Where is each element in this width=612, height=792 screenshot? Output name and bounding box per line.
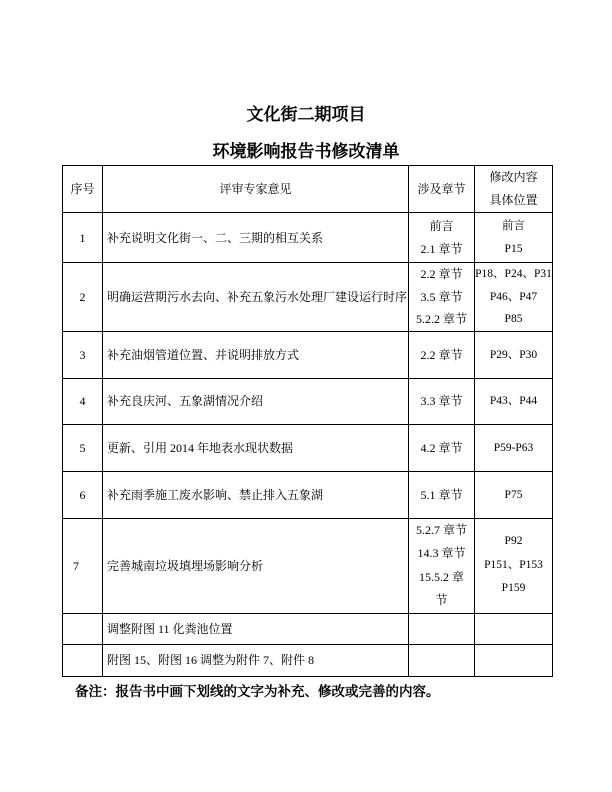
row-location bbox=[475, 644, 553, 676]
row-chapter: 5.1 章节 bbox=[409, 471, 475, 518]
revision-table bbox=[62, 165, 553, 677]
location-line: P18、P24、P31 bbox=[475, 268, 552, 280]
table-row bbox=[63, 613, 553, 644]
chapter-line: 15.5.2 章 bbox=[418, 569, 464, 584]
row-no: 1 bbox=[63, 213, 103, 263]
chapter-line: 5.2.2 章节 bbox=[415, 312, 467, 326]
table-row bbox=[63, 518, 553, 613]
row-chapter: 4.2 章节 bbox=[409, 424, 475, 471]
footnote: 备注：报告书中画下划线的文字为补充、修改或完善的内容。 bbox=[75, 684, 440, 700]
header-location-line: 修改内容 bbox=[489, 170, 538, 184]
row-location: P29、P30 bbox=[475, 331, 553, 378]
chapter-line: 2.2 章节 bbox=[420, 267, 463, 281]
row-location bbox=[475, 213, 553, 263]
row-opinion: 补充良庆河、五象湖情况介绍 bbox=[103, 378, 409, 424]
row-location: P75 bbox=[475, 471, 553, 518]
row-opinion: 调整附图 11 化粪池位置 bbox=[103, 613, 409, 644]
row-opinion: 附图 15、附图 16 调整为附件 7、附件 8 bbox=[103, 644, 409, 676]
row-opinion: 补充油烟管道位置、并说明排放方式 bbox=[103, 331, 409, 378]
table-row bbox=[63, 263, 553, 332]
row-location bbox=[475, 518, 553, 613]
row-opinion: 补充说明文化街一、二、三期的相互关系 bbox=[103, 213, 409, 263]
row-chapter bbox=[409, 518, 475, 613]
row-no bbox=[63, 644, 103, 676]
header-location-line: 具体位置 bbox=[489, 193, 538, 207]
chapter-line: 前言 bbox=[429, 218, 454, 233]
row-opinion: 完善城南垃圾填埋场影响分析 bbox=[103, 518, 409, 613]
location-line: P85 bbox=[504, 313, 523, 325]
row-opinion: 补充雨季施工废水影响、禁止排入五象湖 bbox=[103, 471, 409, 518]
table-row bbox=[63, 471, 553, 518]
header-opinion: 评审专家意见 bbox=[103, 166, 409, 213]
table-row bbox=[63, 213, 553, 263]
header-no: 序号 bbox=[63, 166, 103, 213]
table-row bbox=[63, 331, 553, 378]
location-line: P46、P47 bbox=[489, 290, 538, 303]
header-chapter: 涉及章节 bbox=[409, 166, 475, 213]
document-title: 文化街二期项目 bbox=[246, 105, 366, 125]
chapter-line: 2.1 章节 bbox=[420, 241, 463, 256]
row-chapter bbox=[409, 213, 475, 263]
row-no: 6 bbox=[63, 471, 103, 518]
row-location bbox=[475, 613, 553, 644]
row-opinion: 更新、引用 2014 年地表水现状数据 bbox=[103, 424, 409, 471]
row-chapter: 2.2 章节 bbox=[409, 331, 475, 378]
row-no: 5 bbox=[63, 424, 103, 471]
location-line: P15 bbox=[504, 242, 523, 255]
row-no bbox=[63, 613, 103, 644]
location-line: P92 bbox=[504, 535, 523, 548]
location-line: P151、P153 bbox=[484, 558, 543, 571]
row-location: P43、P44 bbox=[475, 378, 553, 424]
row-opinion: 明确运营期污水去向、补充五象污水处理厂建设运行时序 bbox=[103, 263, 409, 332]
chapter-line: 节 bbox=[435, 593, 448, 607]
location-line: 前言 bbox=[502, 219, 525, 232]
row-location bbox=[475, 263, 553, 332]
row-location: P59-P63 bbox=[475, 424, 553, 471]
document-subtitle: 环境影响报告书修改清单 bbox=[212, 142, 400, 162]
table-row bbox=[63, 644, 553, 676]
row-no: 3 bbox=[63, 331, 103, 378]
table-row bbox=[63, 424, 553, 471]
chapter-line: 3.5 章节 bbox=[420, 289, 463, 304]
table-header-row bbox=[63, 166, 553, 213]
row-no: 2 bbox=[63, 263, 103, 332]
row-chapter bbox=[409, 263, 475, 332]
header-location bbox=[475, 166, 553, 213]
chapter-line: 14.3 章节 bbox=[417, 546, 466, 560]
row-chapter bbox=[409, 613, 475, 644]
row-no: 4 bbox=[63, 378, 103, 424]
row-chapter bbox=[409, 644, 475, 676]
chapter-line: 5.2.7 章节 bbox=[415, 522, 467, 537]
location-line: P159 bbox=[501, 582, 526, 595]
row-no: 7 bbox=[63, 518, 103, 613]
row-chapter: 3.3 章节 bbox=[409, 378, 475, 424]
table-row bbox=[63, 378, 553, 424]
